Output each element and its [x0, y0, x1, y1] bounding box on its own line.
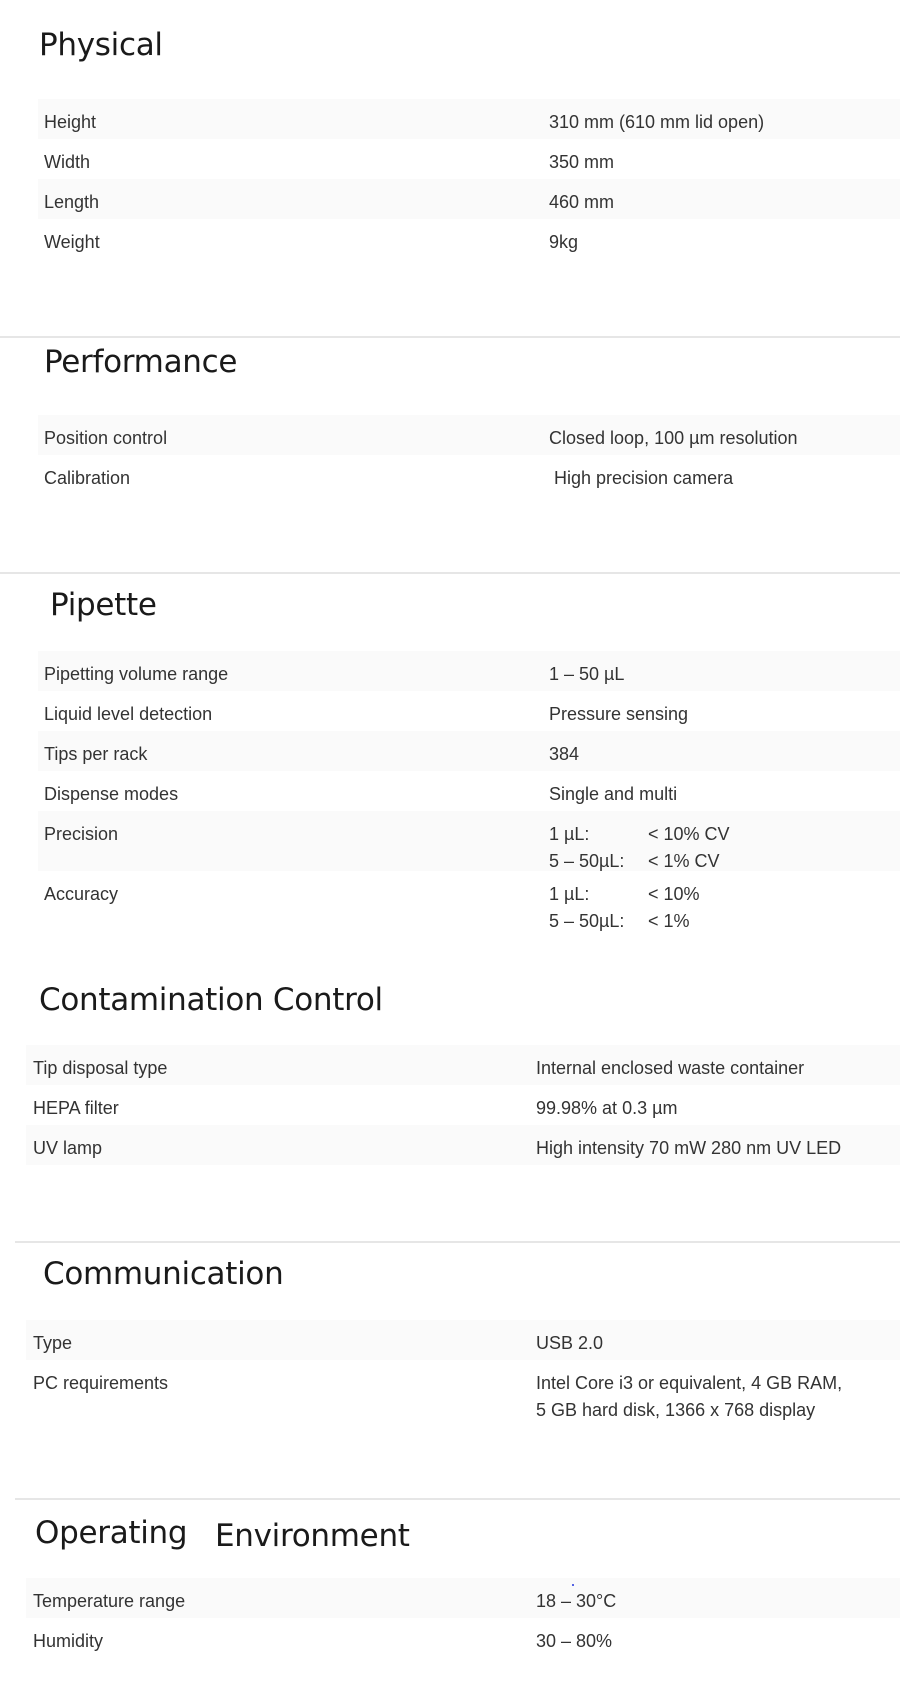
sub-line: [549, 821, 749, 848]
spec-label: Width: [44, 152, 91, 172]
table-row: [26, 1045, 900, 1085]
section-title-environment: Environment: [215, 1518, 410, 1554]
section-title-performance: Performance: [44, 344, 238, 380]
spec-value-multiline: [549, 881, 749, 935]
spec-value: 384: [549, 744, 580, 764]
table-row: [38, 455, 900, 495]
spec-table-communication: [26, 1320, 900, 1420]
spec-label: Position control: [44, 428, 168, 448]
spec-label: Liquid level detection: [44, 704, 213, 724]
table-row: [38, 811, 900, 871]
table-row: [38, 731, 900, 771]
spec-label: HEPA filter: [33, 1098, 119, 1118]
section-title-contamination-control: Contamination Control: [39, 982, 383, 1018]
table-row: [26, 1618, 900, 1658]
sub-line: [549, 908, 749, 935]
spec-value: 99.98% at 0.3 µm: [536, 1098, 678, 1118]
table-row: [38, 99, 900, 139]
spec-value: High precision camera: [549, 468, 734, 488]
spec-label: Tip disposal type: [33, 1058, 168, 1078]
spec-table-performance: [38, 415, 900, 495]
spec-label: Humidity: [33, 1631, 104, 1651]
section-title-operating: Operating: [35, 1515, 188, 1551]
volume-value: < 10% CV: [648, 824, 730, 844]
volume-key: 1 µL:: [549, 824, 590, 844]
section-divider: [0, 572, 900, 574]
spec-value: Pressure sensing: [549, 704, 689, 724]
spec-label: Weight: [44, 232, 100, 252]
spec-table-contamination: [26, 1045, 900, 1165]
spec-table-physical: [38, 99, 900, 259]
spec-value: Internal enclosed waste container: [536, 1058, 805, 1078]
table-row: [26, 1360, 900, 1420]
spec-value: Closed loop, 100 µm resolution: [549, 428, 798, 448]
spec-label: UV lamp: [33, 1138, 103, 1158]
table-row: [38, 415, 900, 455]
spec-value: 460 mm: [549, 192, 615, 212]
spec-label: Precision: [44, 824, 119, 844]
spec-label: Tips per rack: [44, 744, 148, 764]
volume-value: < 1%: [648, 911, 690, 931]
spec-value: 30 – 80%: [536, 1631, 613, 1651]
table-row: [38, 691, 900, 731]
sub-line: 5 GB hard disk, 1366 x 768 display: [536, 1400, 816, 1420]
section-divider: [0, 336, 900, 338]
table-row: [38, 651, 900, 691]
sub-line: [549, 881, 749, 908]
spec-table-pipette: [38, 651, 900, 931]
section-divider: [15, 1241, 900, 1243]
spec-value: 1 – 50 µL: [549, 664, 625, 684]
spec-value: 310 mm (610 mm lid open): [549, 112, 765, 132]
volume-key: 5 – 50µL:: [549, 911, 625, 931]
volume-key: 5 – 50µL:: [549, 851, 625, 871]
spec-label: Pipetting volume range: [44, 664, 229, 684]
table-row: [38, 219, 900, 259]
spec-value-multiline: [536, 1370, 842, 1424]
section-title-communication: Communication: [43, 1256, 284, 1292]
spec-table-operating-environment: [26, 1578, 900, 1658]
table-row: [38, 771, 900, 811]
section-title-pipette: Pipette: [50, 587, 157, 623]
spec-label: Dispense modes: [44, 784, 179, 804]
stray-dot-mark: [572, 1584, 574, 1586]
table-row: [38, 871, 900, 931]
spec-value: High intensity 70 mW 280 nm UV LED: [536, 1138, 842, 1158]
sub-line: Intel Core i3 or equivalent, 4 GB RAM,: [536, 1373, 843, 1393]
volume-key: 1 µL:: [549, 884, 590, 904]
spec-label: Calibration: [44, 468, 131, 488]
spec-label: PC requirements: [33, 1373, 169, 1393]
section-divider: [15, 1498, 900, 1500]
table-row: [26, 1085, 900, 1125]
table-row: [26, 1125, 900, 1165]
spec-label: Temperature range: [33, 1591, 186, 1611]
spec-value: USB 2.0: [536, 1333, 604, 1353]
spec-value: 350 mm: [549, 152, 615, 172]
spec-label: Height: [44, 112, 97, 132]
spec-value: Single and multi: [549, 784, 678, 804]
spec-value: 18 – 30°C: [536, 1591, 617, 1611]
table-row: [26, 1320, 900, 1360]
spec-label: Type: [33, 1333, 73, 1353]
section-title-physical: Physical: [39, 27, 163, 63]
spec-value-multiline: [549, 821, 749, 875]
spec-label: Length: [44, 192, 100, 212]
table-row: [26, 1578, 900, 1618]
volume-value: < 10%: [648, 884, 700, 904]
volume-value: < 1% CV: [648, 851, 720, 871]
spec-label: Accuracy: [44, 884, 119, 904]
table-row: [38, 139, 900, 179]
table-row: [38, 179, 900, 219]
spec-value: 9kg: [549, 232, 579, 252]
